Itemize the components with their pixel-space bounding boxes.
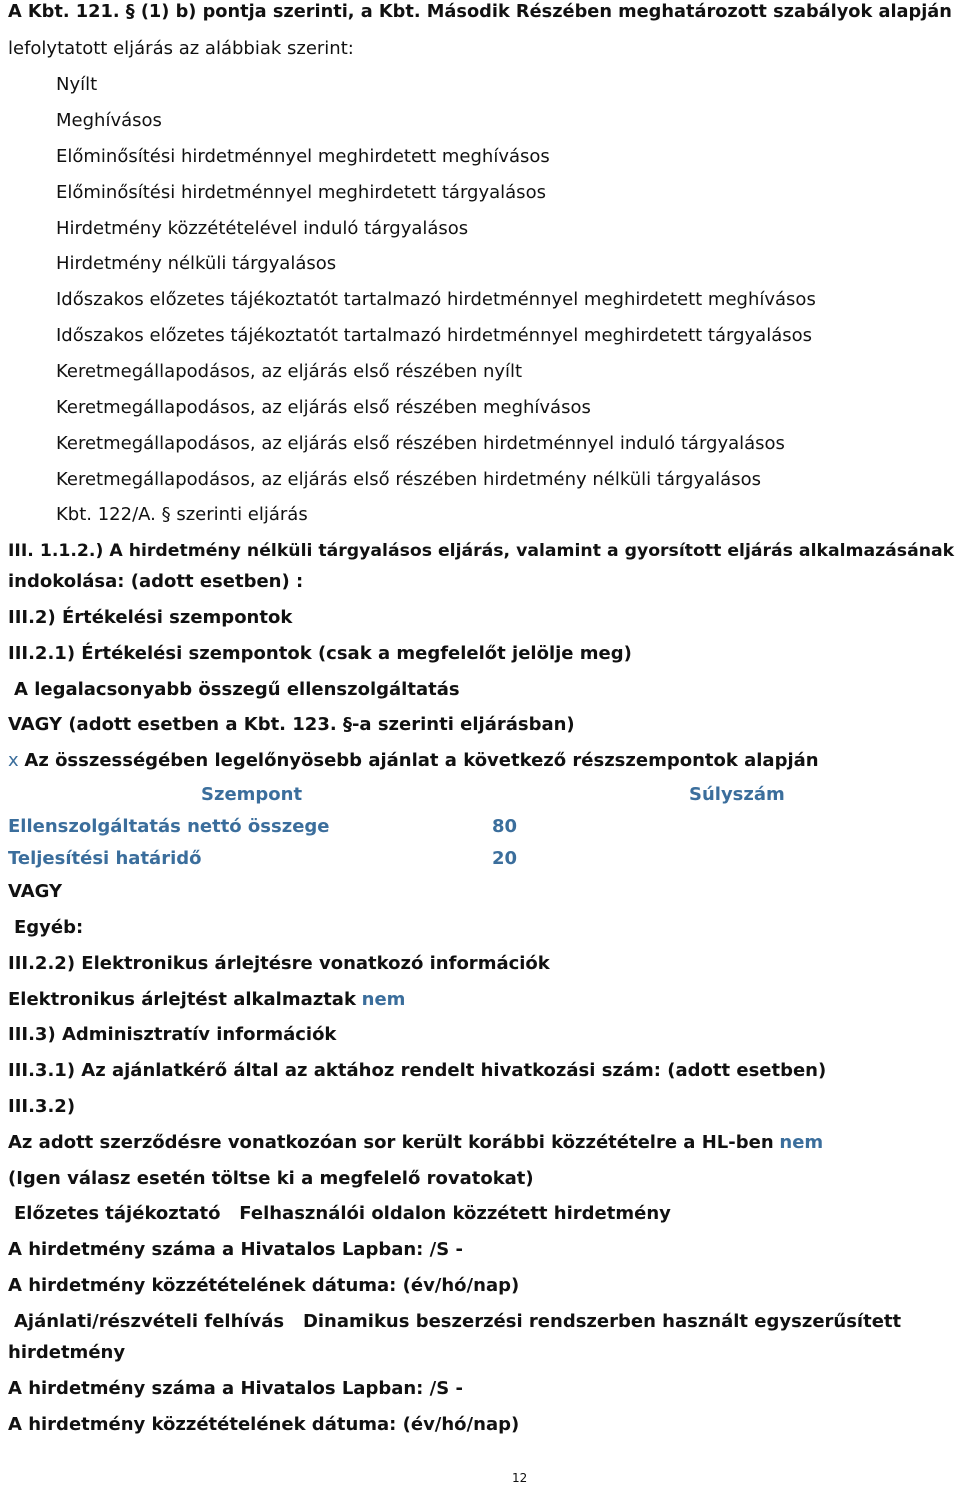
reference-number-line: III.3.1) Az ajánlatkérő által az aktához rendelt hivatkozási szám: (adott esetben) — [8, 1060, 827, 1081]
oj-number-1: A hirdetmény száma a Hivatalos Lapban: /S - — [8, 1239, 463, 1260]
notice-types-1: Előzetes tájékoztató Felhasználói oldalon közzétett hirdetmény — [14, 1203, 671, 1224]
other-label: Egyéb: — [14, 917, 84, 938]
procedure-option[interactable]: Hirdetmény nélküli tárgyalásos — [56, 253, 337, 274]
or-line: VAGY (adott esetben a Kbt. 123. §-a szerinti eljárásban) — [8, 714, 575, 735]
weight-column-header: Súlyszám — [689, 784, 785, 805]
checked-mark: x — [8, 750, 19, 771]
procedure-option[interactable]: Meghívásos — [56, 110, 162, 131]
criteria-column-header: Szempont — [201, 784, 303, 805]
electronic-auction-value: nem — [361, 989, 406, 1010]
criteria-row-name: Teljesítési határidő — [8, 848, 202, 869]
procedure-option[interactable]: Előminősítési hirdetménnyel meghirdetett tárgyalásos — [56, 182, 546, 203]
procedure-option[interactable]: Keretmegállapodásos, az eljárás első részében meghívásos — [56, 397, 591, 418]
criteria-row-name: Ellenszolgáltatás nettó összege — [8, 816, 330, 837]
prior-publication-label: Az adott szerződésre vonatkozóan sor került korábbi közzétételre a HL-ben — [8, 1132, 774, 1153]
procedure-option[interactable]: Időszakos előzetes tájékoztatót tartalmazó hirdetménnyel meghirdetett meghívásos — [56, 289, 816, 310]
option-best-value[interactable] — [8, 752, 819, 770]
procedure-option[interactable]: Keretmegállapodásos, az eljárás első részében hirdetmény nélküli tárgyalásos — [56, 469, 761, 490]
page-number: 12 — [512, 1471, 528, 1485]
section-iii-2-heading: III.2) Értékelési szempontok — [8, 607, 293, 628]
section-iii-3-heading: III.3) Adminisztratív információk — [8, 1024, 337, 1045]
intro-line-2: lefolytatott eljárás az alábbiak szerint: — [8, 38, 354, 59]
procedure-option[interactable]: Előminősítési hirdetménnyel meghirdetett meghívásos — [56, 146, 550, 167]
criteria-row-weight: 20 — [492, 848, 518, 869]
section-iii-3-2-heading: III.3.2) — [8, 1096, 76, 1117]
procedure-option[interactable]: Keretmegállapodásos, az eljárás első részében hirdetménnyel induló tárgyalásos — [56, 433, 785, 454]
if-yes-note: (Igen válasz esetén töltse ki a megfelelő rovatokat) — [8, 1168, 534, 1189]
notice-types-2: Ajánlati/részvételi felhívás Dinamikus beszerzési rendszerben használt egyszerűsített — [14, 1311, 902, 1332]
electronic-auction-line — [8, 991, 405, 1009]
publication-date-2: A hirdetmény közzétételének dátuma: (év/hó/nap) — [8, 1414, 520, 1435]
notice-types-2-continued: hirdetmény — [8, 1342, 126, 1363]
criteria-row-weight: 80 — [492, 816, 518, 837]
prior-publication-value: nem — [779, 1132, 824, 1153]
prior-publication-line — [8, 1134, 823, 1152]
procedure-option[interactable]: Nyílt — [56, 74, 98, 95]
procedure-option[interactable]: Időszakos előzetes tájékoztatót tartalmazó hirdetménnyel meghirdetett tárgyalásos — [56, 325, 813, 346]
option-lowest-price[interactable]: A legalacsonyabb összegű ellenszolgáltatás — [14, 679, 460, 700]
section-iii-2-1-heading: III.2.1) Értékelési szempontok (csak a megfelelőt jelölje meg) — [8, 643, 632, 664]
electronic-auction-label: Elektronikus árlejtést alkalmaztak — [8, 989, 356, 1010]
procedure-option[interactable]: Hirdetmény közzétételével induló tárgyalásos — [56, 218, 469, 239]
procedure-option[interactable]: Keretmegállapodásos, az eljárás első részében nyílt — [56, 361, 523, 382]
section-iii-1-1-2-line-2: indokolása: (adott esetben) : — [8, 571, 304, 592]
procedure-option[interactable]: Kbt. 122/A. § szerinti eljárás — [56, 504, 308, 525]
section-iii-2-2-heading: III.2.2) Elektronikus árlejtésre vonatkozó információk — [8, 953, 550, 974]
section-iii-1-1-2-line-1: III. 1.1.2.) A hirdetmény nélküli tárgyalásos eljárás, valamint a gyorsított eljárás alkalmazásának — [8, 541, 955, 561]
publication-date-1: A hirdetmény közzétételének dátuma: (év/hó/nap) — [8, 1275, 520, 1296]
intro-line-1: A Kbt. 121. § (1) b) pontja szerinti, a Kbt. Második Részében meghatározott szabályok alapján — [8, 2, 952, 22]
oj-number-2: A hirdetmény száma a Hivatalos Lapban: /S - — [8, 1378, 463, 1399]
after-table-or: VAGY — [8, 881, 63, 902]
option-best-value-label: Az összességében legelőnyösebb ajánlat a következő részszempontok alapján — [24, 750, 819, 771]
